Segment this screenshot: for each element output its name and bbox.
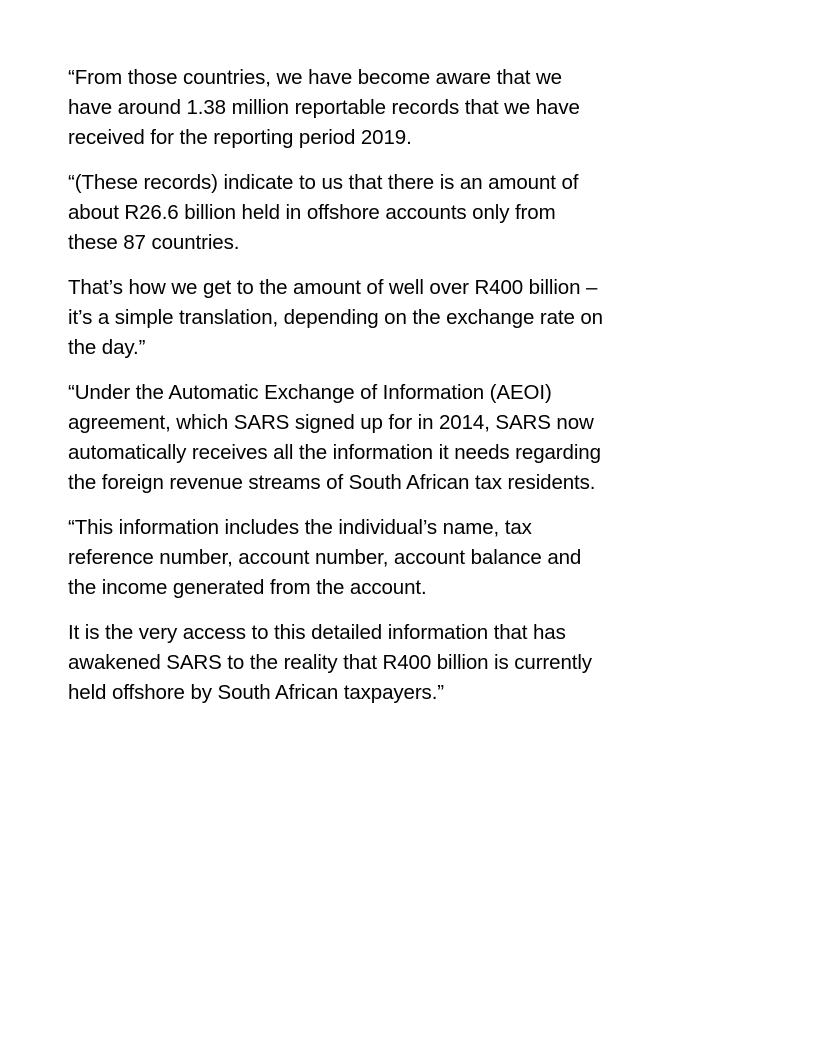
paragraph-6 <box>68 618 678 708</box>
paragraph-2 <box>68 168 678 258</box>
document-body <box>68 63 678 723</box>
paragraph-line: “From those countries, we have become aware that we <box>68 66 562 89</box>
paragraph-line: it’s a simple translation, depending on the exchange rate on <box>68 306 603 329</box>
paragraph-line: “(These records) indicate to us that there is an amount of <box>68 171 579 194</box>
paragraph-5 <box>68 513 678 603</box>
paragraph-line: “This information includes the individual’s name, tax <box>68 516 532 539</box>
paragraph-line: the income generated from the account. <box>68 576 427 599</box>
paragraph-line: reference number, account number, account balance and <box>68 546 582 569</box>
paragraph-line: agreement, which SARS signed up for in 2014, SARS now <box>68 411 594 434</box>
paragraph-line: That’s how we get to the amount of well over R400 billion – <box>68 276 598 299</box>
paragraph-4 <box>68 378 678 498</box>
paragraph-line: automatically receives all the information it needs regarding <box>68 441 601 464</box>
paragraph-line: about R26.6 billion held in offshore accounts only from <box>68 201 556 224</box>
paragraph-line: It is the very access to this detailed information that has <box>68 621 566 644</box>
paragraph-1 <box>68 63 678 153</box>
paragraph-line: the day.” <box>68 336 146 359</box>
paragraph-3 <box>68 273 678 363</box>
paragraph-line: the foreign revenue streams of South African tax residents. <box>68 471 596 494</box>
paragraph-line: awakened SARS to the reality that R400 billion is currently <box>68 651 592 674</box>
paragraph-line: held offshore by South African taxpayers.” <box>68 681 445 704</box>
paragraph-line: these 87 countries. <box>68 231 240 254</box>
paragraph-line: “Under the Automatic Exchange of Information (AEOI) <box>68 381 552 404</box>
paragraph-line: have around 1.38 million reportable records that we have <box>68 96 580 119</box>
paragraph-line: received for the reporting period 2019. <box>68 126 412 149</box>
